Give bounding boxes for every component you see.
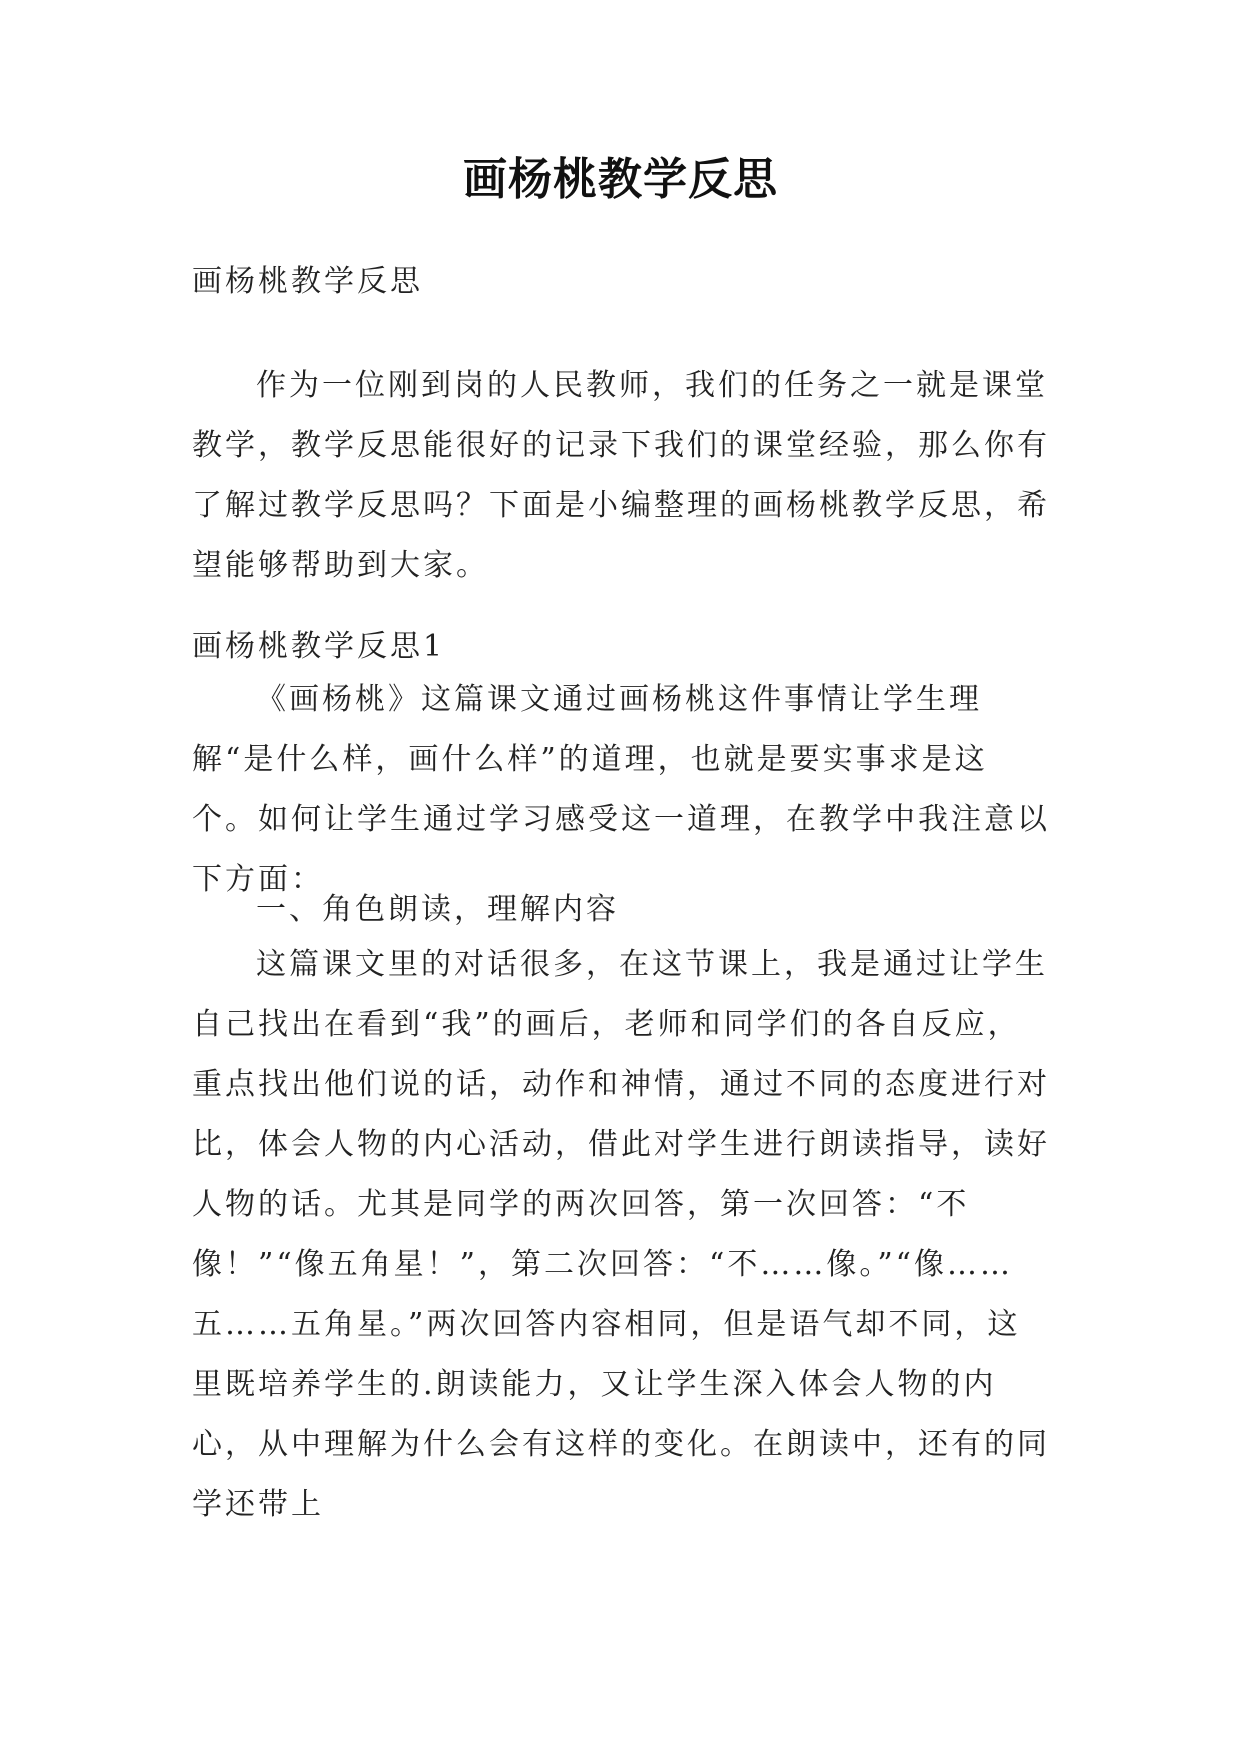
section-heading: 画杨桃教学反思1 — [192, 629, 446, 664]
section-point-heading: 一、角色朗读，理解内容 — [256, 892, 619, 927]
intro-paragraph: 作为一位刚到岗的人民教师，我们的任务之一就是课堂教学，教学反思能很好的记录下我们的课堂经验，那么你有了解过教学反思吗？下面是小编整理的画杨桃教学反思，希望能够帮助到大家。 — [192, 368, 1050, 583]
section-paragraph: 《画杨桃》这篇课文通过画杨桃这件事情让学生理解“是什么样，画什么样”的道理，也就是要实事求是这个。如何让学生通过学习感受这一道理，在教学中我注意以下方面： — [192, 682, 1050, 897]
section-paragraph-2: 这篇课文里的对话很多，在这节课上，我是通过让学生自己找出在看到“我”的画后，老师和同学们的各自反应，重点找出他们说的话，动作和神情，通过不同的态度进行对比，体会人物的内心活动，借此对学生进行朗读指导，读好人物的话。尤其是同学的两次回答，第一次回答：“不像！”“像五角星！”，第二次回答：“不……像。”“像……五……五角星。”两次回答内容相同，但是语气却不同，这里既培养学生的.朗读能力，又让学生深入体会人物的内心，从中理解为什么会有这样的变化。在朗读中，还有的同学还带上 — [192, 947, 1050, 1522]
document-subtitle: 画杨桃教学反思 — [192, 264, 423, 299]
document-title: 画杨桃教学反思 — [463, 154, 778, 205]
